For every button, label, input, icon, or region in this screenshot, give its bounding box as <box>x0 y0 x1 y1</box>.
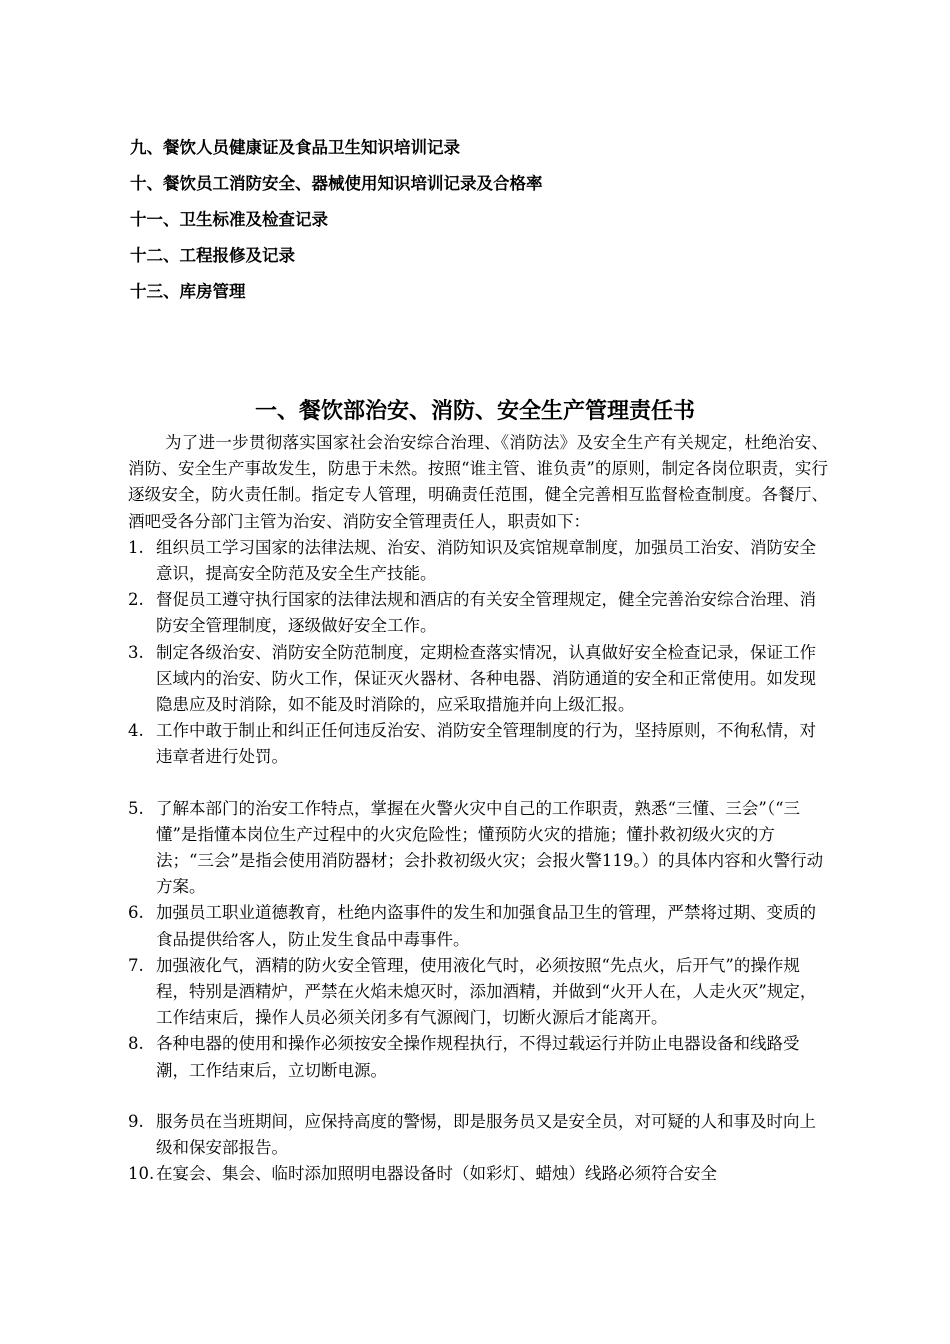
list-item <box>128 1109 828 1161</box>
list-item <box>128 587 828 639</box>
spacer <box>128 1084 828 1109</box>
item-text: 组织员工学习国家的法律法规、治安、消防知识及宾馆规章制度，加强员工治安、消防安全意识，提高安全防范及安全生产技能。 <box>156 537 816 584</box>
item-text: 加强液化气，酒精的防火安全管理，使用液化气时，必须按照“先点火，后开气”的操作规程，特别是酒精炉，严禁在火焰未熄灭时，添加酒精，并做到“火开人在，人走火灭”规定，工作结束后，操作人员必须关闭多有气源阀门，切断火源后才能离开。 <box>156 955 817 1028</box>
item-number: 8. <box>128 1034 144 1054</box>
toc-item: 十、餐饮员工消防安全、器械使用知识培训记录及合格率 <box>130 174 543 193</box>
item-number: 9. <box>128 1111 144 1131</box>
intro-paragraph: 为了进一步贯彻落实国家社会治安综合治理、《消防法》及安全生产有关规定，杜绝治安、消防、安全生产事故发生，防患于未然。按照“谁主管、谁负责”的原则，制定各岗位职责，实行逐级安全，防火责任制。指定专人管理，明确责任范围，健全完善相互监督检查制度。各餐厅、酒吧受各分部门主管为治安、消防安全管理责任人，职责如下： <box>128 433 828 531</box>
toc-item: 九、餐饮人员健康证及食品卫生知识培训记录 <box>130 138 460 157</box>
toc-item: 十三、库房管理 <box>130 282 246 301</box>
list-item <box>128 1161 828 1187</box>
item-number: 10. <box>128 1164 155 1184</box>
toc-item: 十一、卫生标准及检查记录 <box>130 210 328 229</box>
item-number: 6. <box>128 903 144 923</box>
section-body <box>128 430 828 1187</box>
item-text: 各种电器的使用和操作必须按安全操作规程执行，不得过载运行并防止电器设备和线路受潮，工作结束后，立切断电源。 <box>156 1034 800 1080</box>
item-text: 督促员工遵守执行国家的法律法规和酒店的有关安全管理规定，健全完善治安综合治理、消防安全管理制度，逐级做好安全工作。 <box>156 590 816 636</box>
item-number: 7. <box>128 955 144 975</box>
list-item <box>128 535 828 587</box>
list-item <box>128 640 828 719</box>
item-number: 2. <box>128 590 144 610</box>
toc-list <box>130 138 543 318</box>
duty-list <box>128 535 828 1188</box>
list-item <box>128 900 828 952</box>
toc-item: 十二、工程报修及记录 <box>130 246 295 265</box>
item-text: 在宴会、集会、临时添加照明电器设备时（如彩灯、蜡烛）线路必须符合安全 <box>156 1164 717 1184</box>
section-title: 一、餐饮部治安、消防、安全生产管理责任书 <box>254 399 695 424</box>
spacer <box>128 771 828 796</box>
item-number: 5. <box>128 798 144 818</box>
list-item <box>128 953 828 1032</box>
item-number: 1. <box>128 537 144 557</box>
item-text: 制定各级治安、消防安全防范制度，定期检查落实情况，认真做好安全检查记录，保证工作区域内的治安、防火工作，保证灭火器材、各种电器、消防通道的安全和正常使用。如发现隐患应及时消除，如不能及时消除的，应采取措施并向上级汇报。 <box>156 642 816 715</box>
list-item <box>128 1031 828 1083</box>
list-item <box>128 796 828 901</box>
item-text: 服务员在当班期间，应保持高度的警惕，即是服务员又是安全员，对可疑的人和事及时向上级和保安部报告。 <box>156 1111 816 1158</box>
item-text: 了解本部门的治安工作特点，掌握在火警火灾中自己的工作职责，熟悉“三懂、三会”（“三懂”是指懂本岗位生产过程中的火灾危险性；懂预防火灾的措施；懂扑救初级火灾的方法；“三会”是指会使用消防器材；会扑救初级火灾；会报火警119。）的具体内容和火警行动方案。 <box>156 798 824 897</box>
item-text: 加强员工职业道德教育，杜绝内盗事件的发生和加强食品卫生的管理，严禁将过期、变质的食品提供给客人，防止发生食品中毒事件。 <box>156 903 816 949</box>
item-number: 4. <box>128 721 144 741</box>
item-number: 3. <box>128 642 144 662</box>
list-item <box>128 718 828 770</box>
item-text: 工作中敢于制止和纠正任何违反治安、消防安全管理制度的行为，坚持原则，不徇私情，对违章者进行处罚。 <box>156 721 816 767</box>
